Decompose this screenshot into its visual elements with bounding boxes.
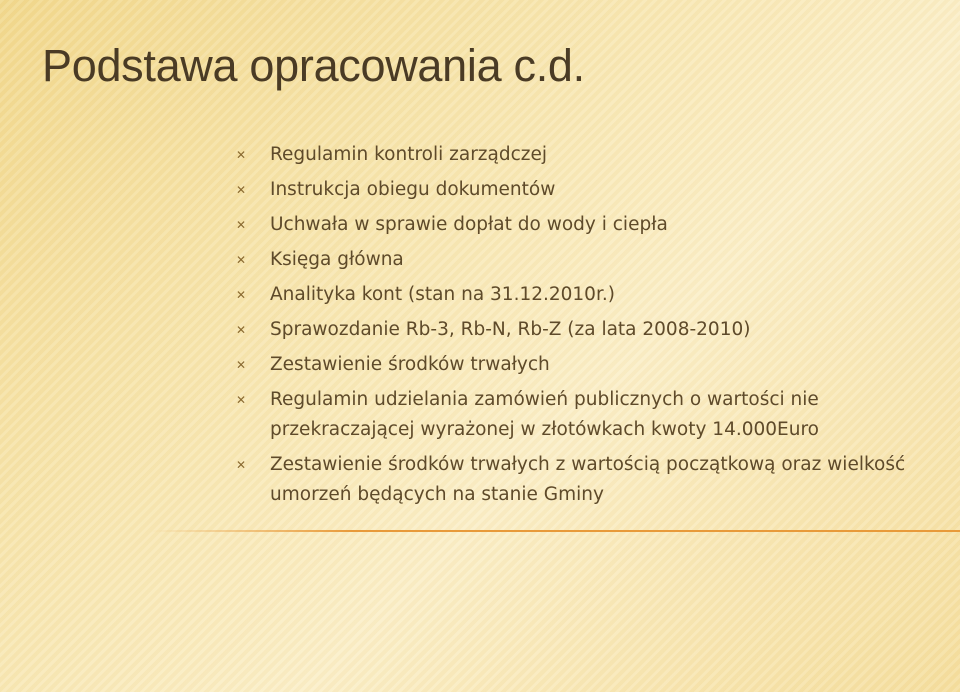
x-mark-icon: ✕ [236, 148, 247, 162]
list-item-text: Regulamin kontroli zarządczej [270, 144, 547, 165]
x-mark-icon: ✕ [236, 358, 247, 372]
bullet-list [234, 140, 934, 515]
list-item-text: Księga główna [270, 249, 404, 270]
x-mark-icon: ✕ [236, 253, 247, 267]
list-item [234, 175, 934, 205]
x-mark-icon: ✕ [236, 183, 247, 197]
list-item [234, 315, 934, 345]
list-item-text: Sprawozdanie Rb-3, Rb-N, Rb-Z (za lata 2008-2010) [270, 319, 751, 340]
x-mark-icon: ✕ [236, 458, 247, 472]
x-mark-icon: ✕ [236, 323, 247, 337]
list-item-text: Analityka kont (stan na 31.12.2010r.) [270, 284, 615, 305]
list-item-text: Zestawienie środków trwałych [270, 354, 550, 375]
slide-title: Podstawa opracowania c.d. [42, 40, 585, 91]
accent-divider [150, 530, 960, 532]
x-mark-icon: ✕ [236, 393, 247, 407]
list-item [234, 210, 934, 240]
list-item-text: Zestawienie środków trwałych z wartością początkową oraz wielkość umorzeń będących na stanie Gminy [270, 454, 906, 505]
list-item-text: Uchwała w sprawie dopłat do wody i ciepła [270, 214, 668, 235]
list-item [234, 245, 934, 275]
list-item-text: Instrukcja obiegu dokumentów [270, 179, 556, 200]
x-mark-icon: ✕ [236, 218, 247, 232]
list-item [234, 450, 934, 510]
list-item [234, 385, 934, 445]
list-item [234, 280, 934, 310]
list-item [234, 350, 934, 380]
list-item [234, 140, 934, 170]
list-item-text: Regulamin udzielania zamówień publicznych o wartości nie przekraczającej wyrażonej w złotówkach kwoty 14.000Euro [270, 389, 819, 440]
x-mark-icon: ✕ [236, 288, 247, 302]
